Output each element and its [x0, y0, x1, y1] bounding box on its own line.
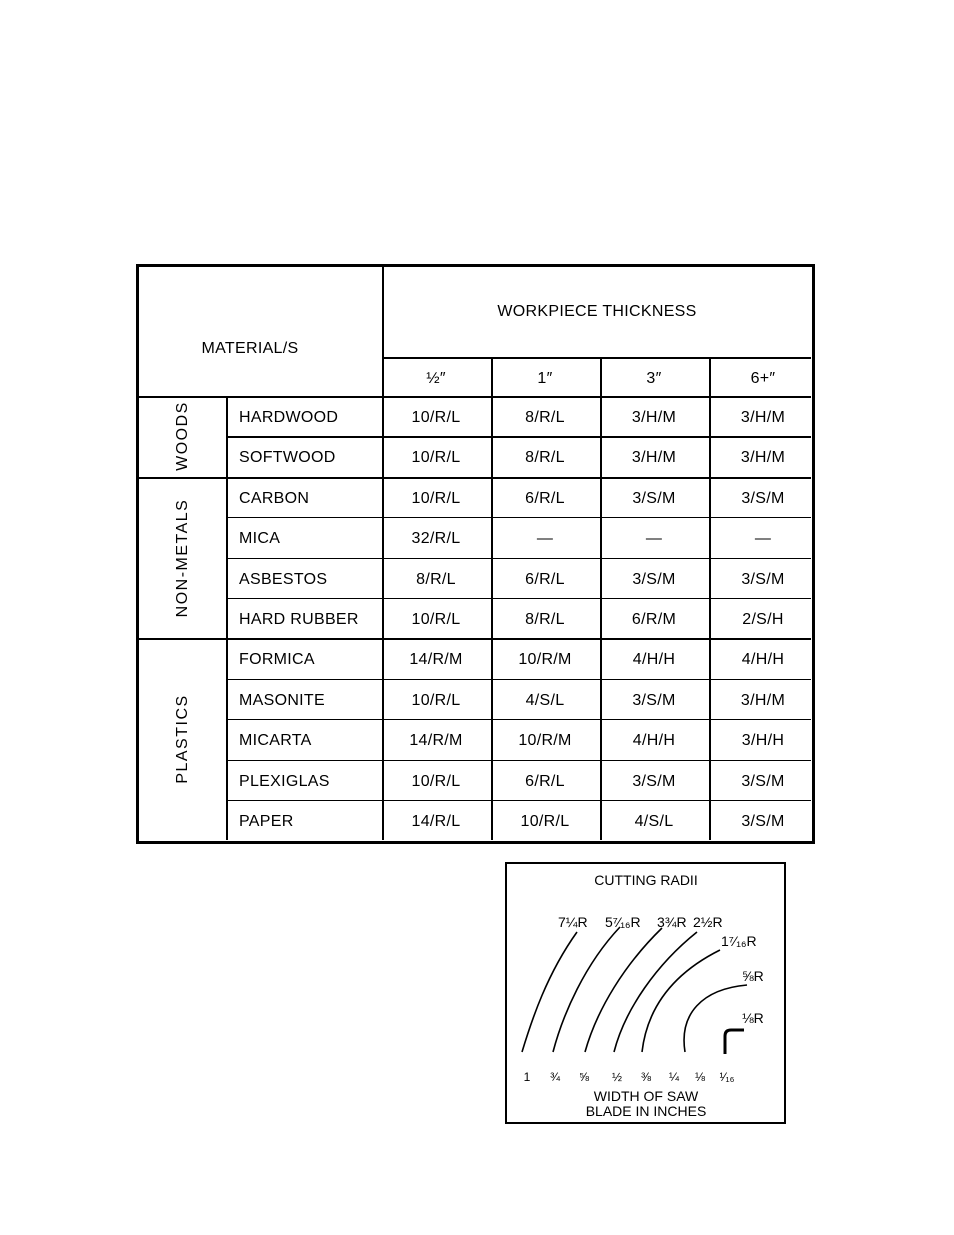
- blade-spec-cell: 32/R/L: [411, 530, 461, 548]
- blade-spec-cell: 4/S/L: [634, 813, 674, 830]
- blade-spec-cell: 3/S/M: [632, 772, 676, 790]
- col-rule: [491, 800, 493, 840]
- caption-line-1: WIDTH OF SAW: [593, 1088, 699, 1104]
- blade-spec-cell: 8/R/L: [525, 409, 565, 426]
- col-rule: [491, 598, 493, 638]
- thickness-col-header: 1″: [537, 370, 553, 387]
- material-name: MICA: [239, 530, 281, 548]
- col-rule: [491, 558, 493, 598]
- material-name: PAPER: [239, 813, 294, 830]
- thickness-col-header: ½″: [426, 370, 446, 387]
- col-rule: [600, 436, 602, 476]
- blade-spec-cell: 10/R/L: [411, 611, 461, 628]
- col-rule: [600, 719, 602, 759]
- col-rule: [709, 517, 711, 557]
- blade-spec-cell: —: [645, 530, 663, 548]
- thickness-col-rule: [491, 357, 493, 396]
- row-rule: [226, 800, 811, 801]
- blade-spec-cell: 4/S/L: [525, 691, 565, 709]
- col-rule: [382, 598, 384, 638]
- col-rule: [600, 679, 602, 719]
- blade-spec-cell: 10/R/M: [518, 651, 572, 669]
- col-rule: [600, 800, 602, 840]
- row-rule: [226, 436, 811, 437]
- blade-spec-cell: 3/H/M: [740, 691, 786, 709]
- blade-spec-cell: 3/S/M: [741, 772, 785, 790]
- radius-label: 3¾R: [657, 914, 687, 930]
- col-rule: [709, 558, 711, 598]
- row-rule: [226, 760, 811, 761]
- material-name: HARDWOOD: [239, 409, 339, 426]
- group-label: PLASTICS: [173, 694, 191, 785]
- radius-label: 2½R: [693, 914, 723, 930]
- blade-spec-cell: 3/H/M: [740, 409, 786, 426]
- material-name: MASONITE: [239, 691, 325, 709]
- col-rule: [600, 517, 602, 557]
- col-rule: [491, 477, 493, 517]
- radius-label: 7¼R: [558, 914, 588, 930]
- col-rule: [709, 719, 711, 759]
- col-rule: [600, 760, 602, 800]
- blade-spec-cell: 3/S/M: [741, 570, 785, 588]
- col-rule: [600, 477, 602, 517]
- blade-spec-cell: 6/R/L: [525, 570, 565, 588]
- blade-spec-cell: —: [536, 530, 554, 548]
- radius-label: 1⁷⁄₁₆R: [721, 933, 757, 949]
- row-rule: [226, 679, 811, 680]
- row-rule: [226, 517, 811, 518]
- col-rule: [491, 396, 493, 436]
- blade-width-label: ⅜: [640, 1070, 652, 1084]
- col-rule: [382, 436, 384, 476]
- blade-width-label: ¹⁄₁₆: [719, 1070, 735, 1084]
- curve-1-inch: [522, 932, 577, 1052]
- group-divider: [226, 638, 228, 840]
- blade-width-label: 1: [523, 1070, 531, 1084]
- blade-width-label: ¾: [549, 1070, 561, 1084]
- blade-spec-cell: 14/R/M: [409, 732, 463, 750]
- blade-spec-cell: 10/R/L: [411, 449, 461, 467]
- thickness-col-rule: [709, 357, 711, 396]
- thickness-col-rule: [600, 357, 602, 396]
- blade-spec-cell: 10/R/L: [411, 691, 461, 709]
- col-rule: [382, 679, 384, 719]
- col-rule: [491, 719, 493, 759]
- blade-spec-cell: 10/R/L: [520, 813, 570, 830]
- material-name: CARBON: [239, 489, 310, 507]
- blade-spec-cell: —: [754, 530, 772, 548]
- blade-spec-cell: 8/R/L: [416, 570, 456, 588]
- radii-curves: [507, 864, 788, 1126]
- curve-5-8-inch: [585, 928, 662, 1052]
- col-rule: [382, 719, 384, 759]
- blade-spec-cell: 6/R/M: [631, 611, 677, 628]
- blade-spec-cell: 3/H/H: [741, 732, 785, 750]
- thickness-col-header: 6+″: [750, 370, 776, 387]
- blade-spec-cell: 3/S/M: [632, 570, 676, 588]
- blade-spec-cell: 4/H/H: [741, 651, 785, 669]
- col-rule: [600, 396, 602, 436]
- radii-title: CUTTING RADII: [594, 872, 698, 888]
- col-rule: [382, 760, 384, 800]
- group-label: NON-METALS: [173, 498, 191, 617]
- blade-selection-table: [136, 264, 815, 844]
- blade-spec-cell: 4/H/H: [632, 732, 676, 750]
- blade-spec-cell: 3/S/M: [632, 691, 676, 709]
- radius-label: ⅝R: [742, 968, 764, 984]
- col-rule: [382, 558, 384, 598]
- material-name: FORMICA: [239, 651, 315, 669]
- blade-spec-cell: 8/R/L: [525, 449, 565, 467]
- blade-spec-cell: 10/R/L: [411, 489, 461, 507]
- blade-width-label: ⅛: [694, 1070, 706, 1084]
- col-rule: [709, 679, 711, 719]
- blade-spec-cell: 3/H/M: [740, 449, 786, 467]
- col-rule: [709, 800, 711, 840]
- col-rule: [491, 517, 493, 557]
- col-rule: [709, 436, 711, 476]
- col-rule: [491, 679, 493, 719]
- blade-spec-cell: 3/S/M: [741, 489, 785, 507]
- blade-spec-cell: 10/R/L: [411, 772, 461, 790]
- col-rule: [709, 598, 711, 638]
- material-name: SOFTWOOD: [239, 449, 336, 467]
- curve-1-8-inch: [725, 1030, 744, 1054]
- cutting-radii-diagram: [505, 862, 786, 1124]
- group-label: WOODS: [173, 401, 191, 472]
- blade-spec-cell: 3/H/M: [631, 449, 677, 467]
- blade-spec-cell: 6/R/L: [525, 772, 565, 790]
- col-rule: [382, 477, 384, 517]
- curve-3-8-inch: [642, 950, 720, 1052]
- col-rule: [382, 638, 384, 678]
- blade-spec-cell: 14/R/L: [411, 813, 461, 830]
- radius-label: ⅛R: [742, 1010, 764, 1026]
- material-name: ASBESTOS: [239, 570, 328, 588]
- header-divider: [382, 267, 384, 396]
- col-rule: [382, 800, 384, 840]
- col-rule: [382, 517, 384, 557]
- material-header: MATERIAL/S: [201, 340, 299, 357]
- col-rule: [491, 436, 493, 476]
- blade-spec-cell: 2/S/H: [742, 611, 784, 628]
- blade-spec-cell: 4/H/H: [632, 651, 676, 669]
- material-name: PLEXIGLAS: [239, 772, 330, 790]
- curve-1-4-inch: [684, 985, 747, 1052]
- row-rule: [226, 558, 811, 559]
- thickness-rule: [382, 357, 811, 359]
- blade-spec-cell: 6/R/L: [525, 489, 565, 507]
- col-rule: [709, 396, 711, 436]
- material-name: HARD RUBBER: [239, 611, 359, 628]
- blade-spec-cell: 14/R/M: [409, 651, 463, 669]
- thickness-header: WORKPIECE THICKNESS: [497, 303, 697, 320]
- col-rule: [491, 638, 493, 678]
- col-rule: [709, 760, 711, 800]
- col-rule: [709, 638, 711, 678]
- col-rule: [709, 477, 711, 517]
- blade-width-label: ¼: [668, 1070, 680, 1084]
- material-name: MICARTA: [239, 732, 312, 750]
- caption-line-2: BLADE IN INCHES: [585, 1103, 707, 1119]
- blade-spec-cell: 8/R/L: [525, 611, 565, 628]
- row-rule: [226, 719, 811, 720]
- blade-spec-cell: 10/R/M: [518, 732, 572, 750]
- blade-width-label: ½: [611, 1070, 623, 1084]
- blade-spec-cell: 10/R/L: [411, 409, 461, 426]
- col-rule: [600, 598, 602, 638]
- col-rule: [491, 760, 493, 800]
- blade-spec-cell: 3/S/M: [632, 489, 676, 507]
- col-rule: [382, 396, 384, 436]
- blade-width-label: ⅝: [578, 1070, 590, 1084]
- radius-label: 5⁷⁄₁₆R: [605, 914, 641, 930]
- col-rule: [600, 638, 602, 678]
- row-rule: [226, 598, 811, 599]
- col-rule: [600, 558, 602, 598]
- thickness-col-header: 3″: [646, 370, 662, 387]
- blade-spec-cell: 3/S/M: [741, 813, 785, 830]
- blade-spec-cell: 3/H/M: [631, 409, 677, 426]
- curve-3-4-inch: [553, 927, 620, 1052]
